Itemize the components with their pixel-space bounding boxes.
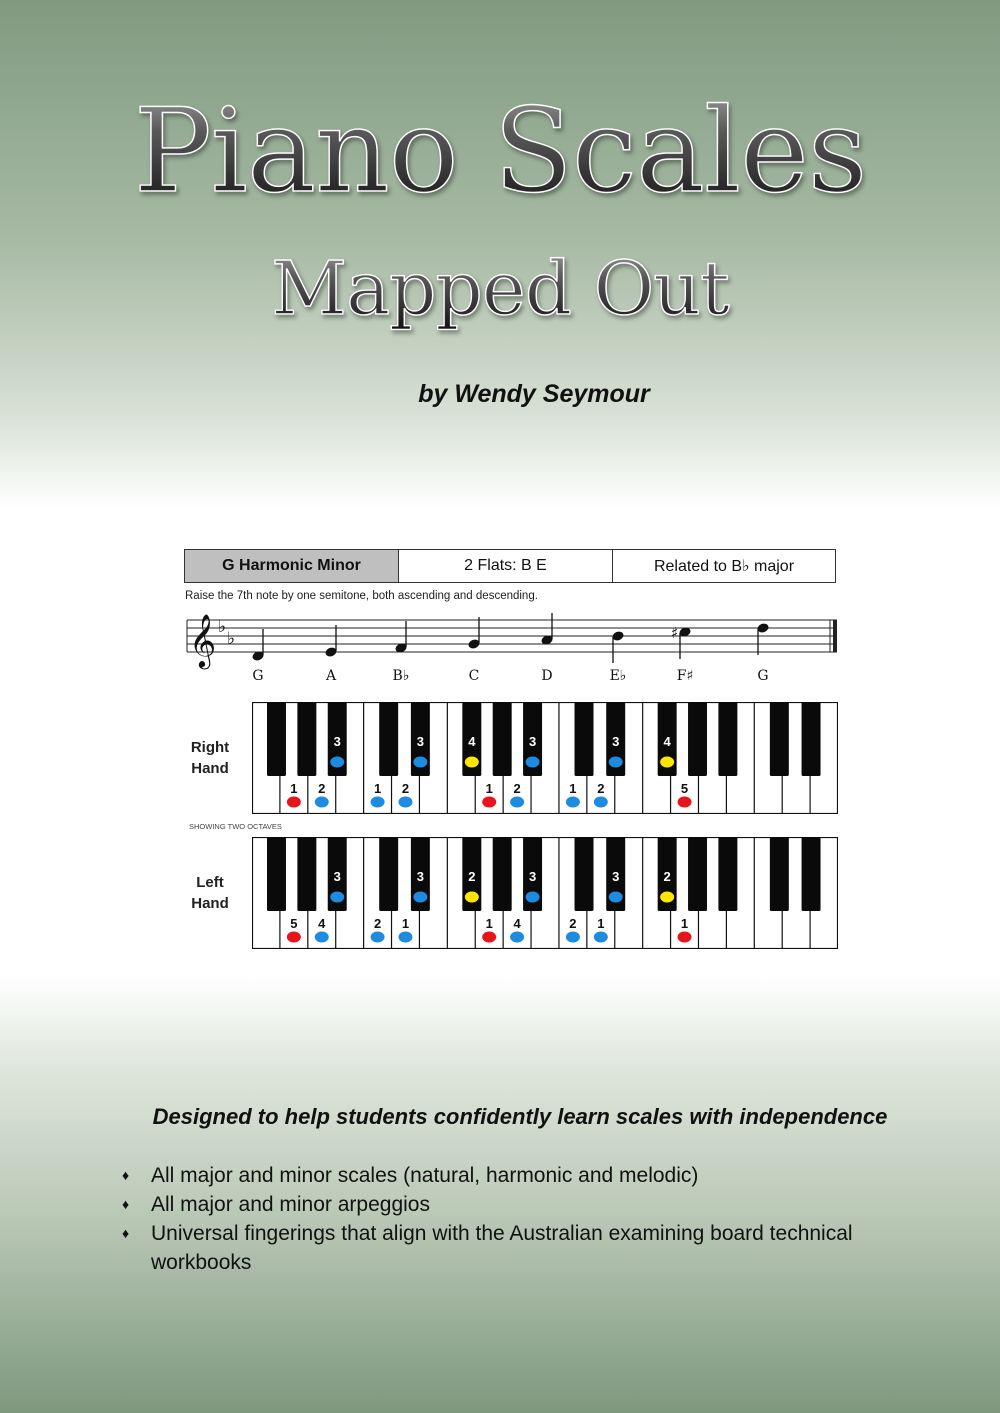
- finger-number: 1: [597, 916, 605, 931]
- finger-dot: [465, 892, 479, 903]
- finger-dot: [510, 797, 524, 808]
- note-label: D: [541, 668, 553, 684]
- finger-number: 2: [663, 869, 671, 884]
- finger-number: 2: [318, 781, 326, 796]
- tagline: Designed to help students confidently learn scales with independence: [152, 1104, 888, 1129]
- feature-item: ♦ Universal fingerings that align with the Australian examining board technical workbooks: [122, 1219, 902, 1277]
- finger-number: 1: [401, 916, 410, 931]
- black-key: [493, 702, 512, 776]
- staff-note: [611, 630, 624, 663]
- scale-instruction: Raise the 7th note by one semitone, both ascending and descending.: [185, 590, 538, 602]
- black-key: [575, 837, 594, 911]
- finger-number: 4: [468, 734, 476, 749]
- left-hand-label: Left Hand: [191, 874, 229, 912]
- diamond-bullet-icon: ♦: [122, 1225, 130, 1241]
- finger-number: 2: [513, 781, 521, 796]
- author-line: by Wendy Seymour: [418, 380, 650, 408]
- finger-dot: [330, 757, 344, 768]
- finger-dot: [315, 932, 329, 943]
- finger-dot: [398, 932, 412, 943]
- finger-number: 1: [680, 916, 689, 931]
- black-key: [718, 837, 737, 911]
- staff-note: [467, 617, 480, 650]
- finger-dot: [482, 797, 496, 808]
- finger-number: 4: [663, 734, 671, 749]
- finger-number: 3: [416, 734, 424, 749]
- finger-number: 1: [373, 781, 382, 796]
- finger-dot: [566, 797, 580, 808]
- finger-number: 1: [569, 781, 577, 796]
- finger-number: 4: [318, 916, 326, 931]
- finger-number: 2: [597, 781, 605, 796]
- feature-item: ♦ All major and minor scales (natural, harmonic and melodic): [122, 1161, 902, 1190]
- finger-number: 1: [485, 781, 493, 796]
- music-staff: [185, 610, 845, 690]
- finger-number: 1: [290, 781, 298, 796]
- black-key: [267, 702, 286, 776]
- black-key: [802, 837, 821, 911]
- finger-number: 3: [528, 734, 537, 749]
- finger-number: 2: [468, 869, 476, 884]
- finger-dot: [678, 932, 692, 943]
- finger-dot: [287, 797, 301, 808]
- finger-dot: [660, 892, 674, 903]
- note-label: A: [325, 668, 337, 684]
- note-label: G: [757, 668, 769, 684]
- finger-dot: [482, 932, 496, 943]
- right-hand-keyboard: [252, 702, 838, 814]
- diamond-bullet-icon: ♦: [122, 1196, 130, 1212]
- finger-number: 3: [612, 869, 620, 884]
- finger-number: 5: [290, 916, 298, 931]
- finger-dot: [609, 757, 623, 768]
- finger-dot: [371, 797, 385, 808]
- black-key: [297, 702, 316, 776]
- finger-number: 5: [680, 781, 689, 796]
- finger-number: 3: [612, 734, 620, 749]
- finger-dot: [330, 892, 344, 903]
- book-subtitle: Mapped Out: [0, 245, 1000, 334]
- finger-dot: [398, 797, 412, 808]
- finger-dot: [566, 932, 580, 943]
- finger-dot: [465, 757, 479, 768]
- black-key: [688, 702, 707, 776]
- finger-number: 1: [485, 916, 493, 931]
- flat-sign-icon: ♭: [218, 617, 227, 637]
- note-label: E♭: [609, 668, 627, 684]
- note-label: F♯: [676, 668, 694, 684]
- staff-note: [756, 622, 769, 655]
- black-key: [493, 837, 512, 911]
- finger-dot: [660, 757, 674, 768]
- staff-note: [671, 624, 692, 659]
- note-label: C: [468, 668, 480, 684]
- feature-list: [122, 1161, 902, 1277]
- finger-dot: [413, 757, 427, 768]
- staff-note: [324, 625, 337, 658]
- finger-number: 3: [416, 869, 424, 884]
- black-key: [718, 702, 737, 776]
- finger-dot: [594, 932, 608, 943]
- staff-note: [540, 613, 553, 646]
- black-key: [379, 702, 398, 776]
- left-hand-keyboard: [252, 837, 838, 949]
- black-key: [267, 837, 286, 911]
- two-octaves-note: SHOWING TWO OCTAVES: [189, 822, 282, 831]
- finger-number: 2: [569, 916, 577, 931]
- feature-item: ♦ All major and minor arpeggios: [122, 1190, 902, 1219]
- finger-dot: [678, 797, 692, 808]
- diamond-bullet-icon: ♦: [122, 1167, 130, 1183]
- treble-clef-icon: 𝄞: [189, 613, 217, 667]
- sharp-sign-icon: ♯: [671, 624, 679, 642]
- scale-name: G Harmonic Minor: [185, 550, 399, 582]
- book-title: Piano Scales: [0, 82, 1000, 221]
- key-signature: 2 Flats: B E: [399, 550, 613, 582]
- related-key: Related to B♭ major: [653, 558, 795, 575]
- finger-dot: [510, 932, 524, 943]
- black-key: [688, 837, 707, 911]
- finger-number: 4: [513, 916, 521, 931]
- finger-dot: [315, 797, 329, 808]
- finger-number: 3: [333, 734, 341, 749]
- finger-dot: [287, 932, 301, 943]
- right-hand-label: Right Hand: [190, 739, 230, 777]
- staff-note: [251, 629, 264, 662]
- finger-dot: [413, 892, 427, 903]
- finger-dot: [609, 892, 623, 903]
- scale-info-box: [184, 549, 836, 583]
- black-key: [297, 837, 316, 911]
- note-label: G: [252, 668, 264, 684]
- note-label: B♭: [392, 668, 410, 684]
- finger-number: 2: [401, 781, 410, 796]
- black-key: [575, 702, 594, 776]
- finger-dot: [526, 892, 540, 903]
- finger-number: 3: [528, 869, 537, 884]
- black-key: [802, 702, 821, 776]
- finger-number: 3: [333, 869, 341, 884]
- finger-dot: [594, 797, 608, 808]
- finger-number: 2: [373, 916, 382, 931]
- black-key: [770, 837, 789, 911]
- finger-dot: [526, 757, 540, 768]
- flat-sign-icon: ♭: [227, 629, 236, 649]
- black-key: [379, 837, 398, 911]
- black-key: [770, 702, 789, 776]
- finger-dot: [371, 932, 385, 943]
- staff-note: [394, 621, 407, 654]
